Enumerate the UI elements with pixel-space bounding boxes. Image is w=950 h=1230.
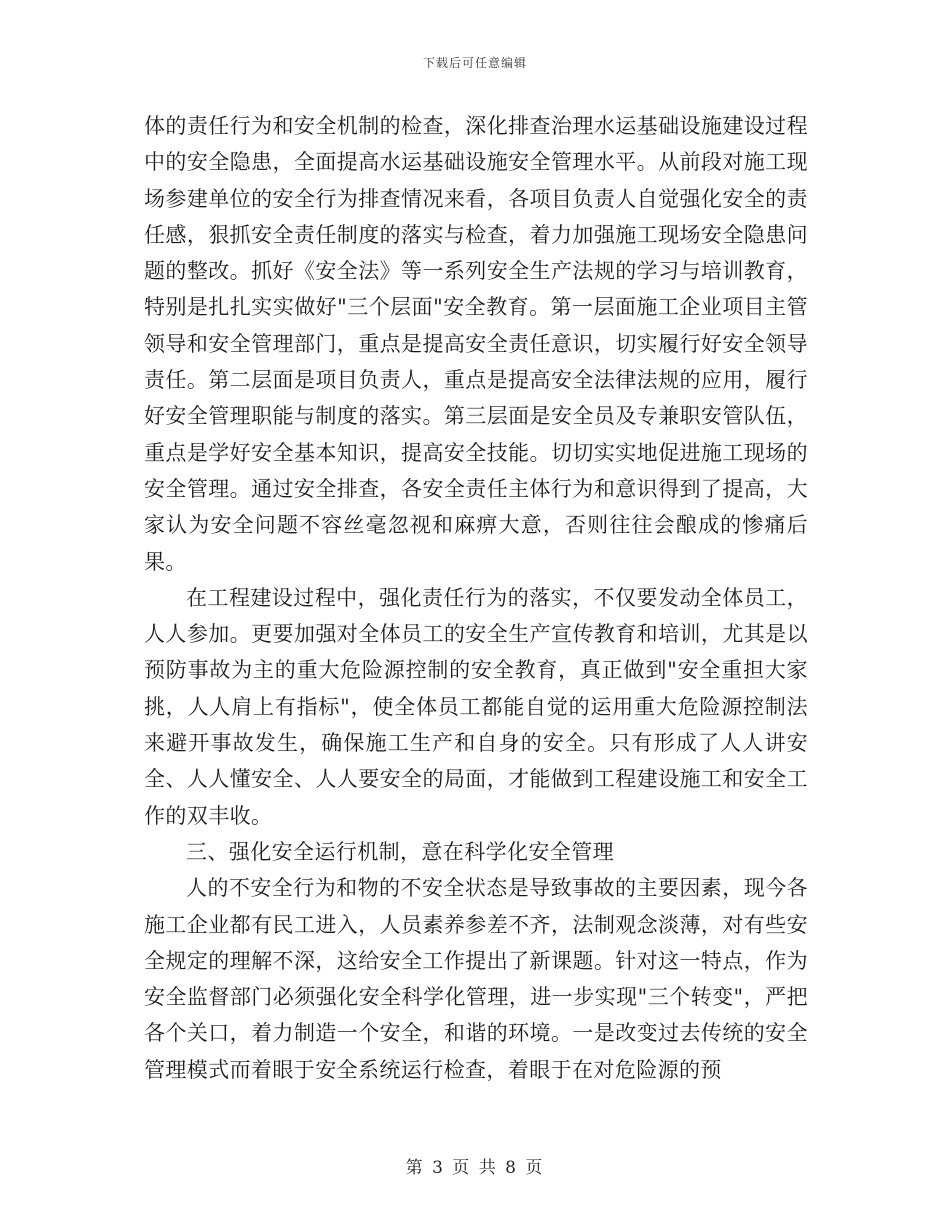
- page-header: [0, 54, 950, 71]
- paragraph-mechanism: 人的不安全行为和物的不安全状态是导致事故的主要因素，现今各施工企业都有民工进入，人员素养参差不齐，法制观念淡薄，对有些安全规定的理解不深，这给安全工作提出了新课题。针对这一特点，作为安全监督部门必须强化安全科学化管理，进一步实现"三个转变"，严把各个关口，着力制造一个安全，和谐的环境。一是改变过去传统的安全管理模式而着眼于安全系统运行检查，着眼于在对危险源的预: [144, 876, 808, 1082]
- section-heading: 三、强化安全运行机制，意在科学化安全管理: [186, 839, 614, 864]
- paragraph-continued: 体的责任行为和安全机制的检查，深化排查治理水运基础设施建设过程中的安全隐患，全面提高水运基础设施安全管理水平。从前段对施工现场参建单位的安全行为排查情况来看，各项目负责人自觉强化安全的责任感，狠抓安全责任制度的落实与检查，着力加强施工现场安全隐患问题的整改。抓好《安全法》等一系列安全生产法规的学习与培训教育，特别是扎扎实实做好"三个层面"安全教育。第一层面施工企业项目主管领导和安全管理部门，重点是提高安全责任意识，切实履行好安全领导责任。第二层面是项目负责人，重点是提高安全法律法规的应用，履行好安全管理职能与制度的落实。第三层面是安全员及专兼职安管队伍，重点是学好安全基本知识，提高安全技能。切切实实地促进施工现场的安全管理。通过安全排查，各安全责任主体行为和意识得到了提高，大家认为安全问题不容丝毫忽视和麻痹大意，否则往往会酿成的惨痛后果。: [144, 114, 808, 574]
- page-label-middle: 页 共: [452, 1158, 498, 1178]
- page-footer: [0, 1153, 950, 1178]
- total-pages-number: 8: [505, 1158, 518, 1178]
- current-page-number: 3: [432, 1158, 445, 1178]
- header-text: 下载后可任意编辑: [422, 56, 527, 70]
- document-body: [144, 108, 808, 1088]
- page-label-prefix: 第: [405, 1158, 425, 1178]
- page-label-suffix: 页: [525, 1158, 545, 1178]
- paragraph-responsibility: 在工程建设过程中，强化责任行为的落实，不仅要发动全体员工，人人参加。更要加强对全体员工的安全生产宣传教育和培训，尤其是以预防事故为主的重大危险源控制的安全教育，真正做到"安全重担大家挑，人人肩上有指标"，使全体员工都能自觉的运用重大危险源控制法来避开事故发生，确保施工生产和自身的安全。只有形成了人人讲安全、人人懂安全、人人要安全的局面，才能做到工程建设施工和安全工作的双丰收。: [144, 585, 808, 828]
